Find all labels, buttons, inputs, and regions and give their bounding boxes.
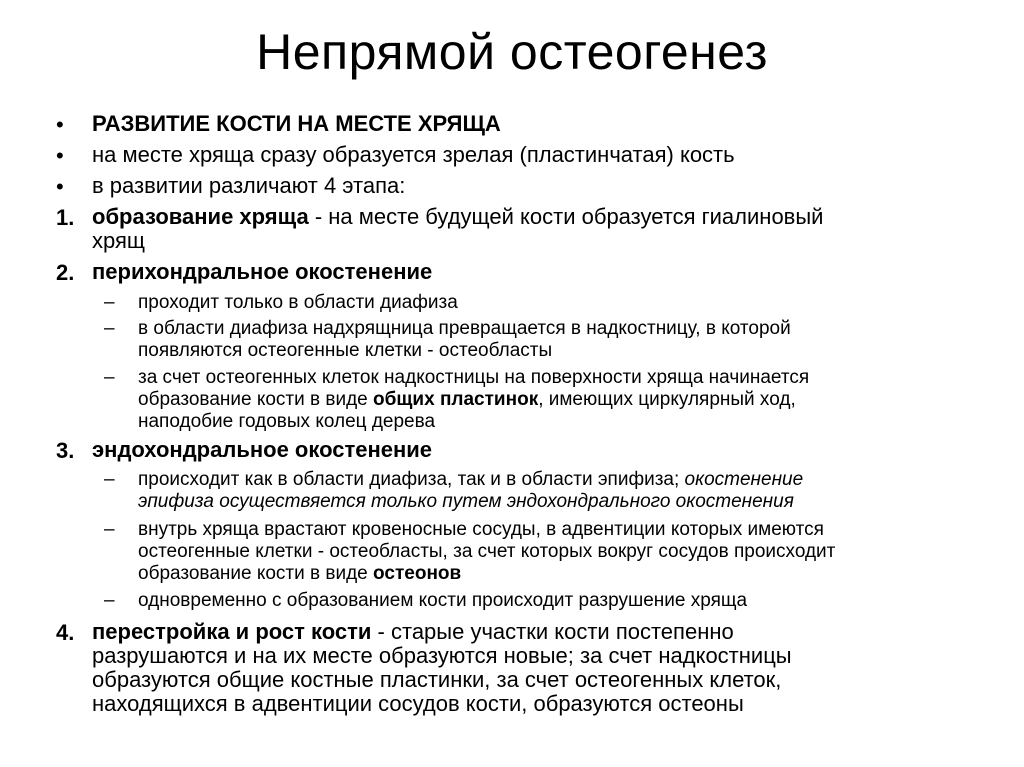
item-heading: эндохондральное окостенение [92,437,433,462]
bullet-marker: • [56,143,64,168]
numbered-item-text [92,620,972,716]
sub-bullet-text: в области диафиза надхрящница превращается в надкостницу, в которой появляются остеогенные клетки - остеобласты [138,318,791,361]
dash-marker: – [104,469,115,490]
bullet-text: на месте хряща сразу образуется зрелая (пластинчатая) кость [92,142,735,167]
italic-note: окостенение эпифиза осуществяется только путем эндохондрального окостенения [138,469,804,512]
bold-term: общих пластинок [373,389,539,410]
dash-marker: – [104,367,115,388]
bullet-text: РАЗВИТИЕ КОСТИ НА МЕСТЕ ХРЯЩА [92,111,501,136]
sub-bullet-text: проходит только в области диафиза [138,292,458,313]
dash-marker: – [104,318,115,339]
sub-bullet-text [138,519,978,585]
sub-bullet-text [138,367,978,433]
item-description: - старые участки кости постепенно разрушаются и на их месте образуются новые; за счет надкостницы образуются общие костные пластинки, за счет остеогенных клеток, находящихся в адвентиции сосудов кости, образуются остеоны [92,619,792,716]
item-number: 4. [56,620,75,645]
text-part: внутрь хряща врастают кровеносные сосуды, в адвентиции которых имеются остеогенные клетки - остеобласты, за счет которых вокруг сосудов происходит образование кости в виде [138,519,836,584]
item-heading: перихондральное окостенение [92,259,433,284]
item-number: 1. [56,205,75,230]
bold-term: остеонов [373,563,462,584]
bullet-marker: • [56,112,64,137]
text-part: , имеющих циркулярный ход, наподобие годовых колец дерева [138,389,796,432]
slide-title: Непрямой остеогенез [256,24,768,80]
item-description: - на месте будущей кости образуется гиалиновый хрящ [92,204,824,253]
bullet-text: в развитии различают 4 этапа: [92,173,406,198]
item-heading: перестройка и рост кости [92,619,372,644]
sub-bullet-text: одновременно с образованием кости происходит разрушение хряща [138,590,748,611]
numbered-item-text [92,205,972,253]
text-part: происходит как в области диафиза, так и в области эпифиза; [138,469,685,490]
item-heading: образование хряща [92,204,309,229]
dash-marker: – [104,519,115,540]
dash-marker: – [104,590,115,611]
bullet-marker: • [56,174,64,199]
text-part: за счет остеогенных клеток надкостницы на поверхности хряща начинается образование кости в виде [138,367,810,410]
dash-marker: – [104,292,115,313]
item-number: 2. [56,260,75,285]
sub-bullet-text [138,469,978,513]
item-number: 3. [56,438,75,463]
